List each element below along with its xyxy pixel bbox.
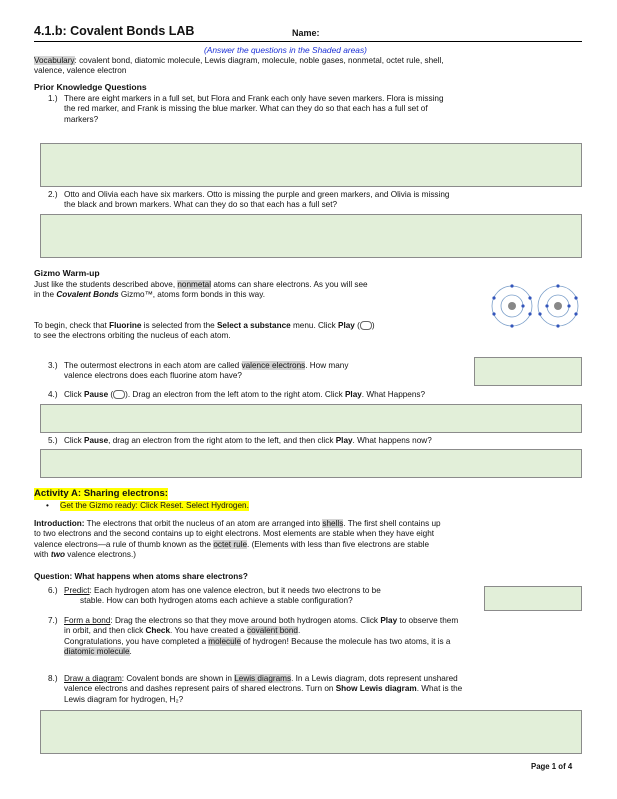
q7-line: to observe them [397, 616, 459, 625]
q1-line: markers? [64, 114, 99, 124]
left-atom [492, 284, 532, 327]
shells-term: shells [322, 519, 344, 528]
q3-line: The outermost electrons in each atom are called [64, 361, 242, 370]
q7-line: Congratulations, you have completed a [64, 636, 209, 646]
play-term: Play [335, 436, 353, 445]
pause-term: Pause [84, 436, 109, 445]
prior-heading: Prior Knowledge Questions [34, 82, 147, 92]
q7-line: . [129, 647, 132, 657]
q5-answer-box[interactable] [40, 449, 582, 478]
q5-line: Click [64, 436, 85, 445]
q4-text [64, 390, 584, 400]
warmup-text: to see the electrons orbiting the nucleus of each atom. [34, 331, 231, 341]
q4-line: ( [108, 390, 114, 399]
warmup-text: menu. Click [290, 321, 339, 330]
vocab-label: Vocabulary [34, 56, 75, 65]
gizmo-name: Covalent Bonds [56, 290, 119, 300]
play-term: Play [338, 321, 355, 330]
q1-answer-box[interactable] [40, 143, 582, 187]
intro-text: . (Elements with less than five electrons are stable [247, 539, 430, 549]
intro-text: valence electrons—a rule of thumb known as the [34, 539, 214, 549]
warmup-text: ( [354, 321, 360, 330]
name-label: Name: [292, 28, 320, 38]
q6-number: 6.) [48, 586, 58, 595]
q2-text [64, 190, 584, 211]
diatomic-molecule-term: diatomic molecule [64, 647, 130, 657]
octet-rule-term: octet rule [213, 539, 248, 549]
q3-line: . How many [305, 361, 349, 370]
q4-answer-box[interactable] [40, 404, 582, 433]
valence-electrons-term: valence electrons [241, 361, 306, 370]
intro-text: valence electrons.) [64, 550, 136, 560]
right-atom [538, 284, 578, 327]
q5-line: . What happens now? [352, 436, 432, 445]
q5-text [64, 436, 584, 446]
show-lewis-term: Show Lewis diagram [335, 684, 417, 694]
draw-diagram-label: Draw a diagram [64, 674, 122, 683]
activity-bullet: Get the Gizmo ready: Click Reset. Select Hydrogen. [60, 501, 249, 510]
warmup-text: in the [34, 290, 57, 300]
covalent-bond-term: covalent bond [246, 626, 298, 636]
form-bond-label: Form a bond [64, 616, 111, 625]
instruction-note: (Answer the questions in the Shaded areas) [204, 45, 367, 55]
warmup-text: atoms can share electrons. As you will see [211, 280, 368, 289]
q7-text [64, 616, 584, 658]
warmup-intro [34, 280, 479, 301]
q2-number: 2.) [48, 190, 58, 199]
vocab-text: : covalent bond, diatomic molecule, Lewis diagram, molecule, noble gases, nonmetal, octet rule, shell, [74, 56, 444, 65]
select-substance-term: Select a substance [216, 321, 291, 330]
q3-text [64, 361, 464, 382]
vocab-text-2: valence, valence electron [34, 66, 127, 76]
intro-label: Introduction: [34, 519, 85, 528]
warmup-text: ) [371, 321, 375, 330]
warmup-text: Gizmo™, atoms form bonds in this way. [118, 290, 265, 300]
q2-line: the black and brown markers. What can they do so that each has a full set? [64, 200, 338, 210]
warmup-text: To begin, check that [34, 321, 110, 330]
q4-line: . What Happens? [361, 390, 426, 399]
q8-line: : Covalent bonds are shown in [121, 674, 235, 683]
q6-line: stable. How can both hydrogen atoms each achieve a stable configuration? [80, 596, 353, 606]
q3-number: 3.) [48, 361, 58, 370]
q5-number: 5.) [48, 436, 58, 445]
q6-answer-box[interactable] [484, 586, 582, 611]
q8-line: Lewis diagram for hydrogen, H₂? [64, 694, 184, 704]
q2-answer-box[interactable] [40, 214, 582, 258]
pause-icon [113, 390, 125, 399]
play-term: Play [344, 390, 362, 399]
intro-text: The electrons that orbit the nucleus of an atom are arranged into [84, 519, 323, 528]
play-term: Play [380, 616, 398, 625]
play-icon [360, 321, 372, 330]
intro-text: to two electrons and the second contains up to eight electrons. Most elements are stable when they have eight [34, 529, 435, 539]
warmup-text: is selected from the [141, 321, 217, 330]
nonmetal-term: nonmetal [177, 280, 212, 289]
q2-line: Otto and Olivia each have six markers. Otto is missing the purple and green markers, and Olivia is missing [64, 190, 450, 199]
q1-number: 1.) [48, 94, 58, 103]
bullet-dot: • [46, 501, 49, 510]
molecule-term: molecule [208, 636, 242, 646]
q5-line: , drag an electron from the right atom to the left, and then click [108, 436, 336, 445]
q6-text [64, 586, 484, 607]
title-rule [34, 41, 582, 42]
q7-number: 7.) [48, 616, 58, 625]
pause-term: Pause [84, 390, 109, 399]
intro-text: with [34, 550, 51, 560]
q7-line: . [297, 626, 301, 636]
q4-number: 4.) [48, 390, 58, 399]
two-term: two [50, 550, 65, 560]
activity-question: Question: What happens when atoms share electrons? [34, 572, 248, 581]
q8-line: . What is the [416, 684, 463, 694]
fluorine-atoms-illustration [490, 278, 582, 334]
q4-line: Click [64, 390, 85, 399]
activity-introduction [34, 519, 586, 561]
lewis-diagrams-term: Lewis diagrams [234, 674, 292, 683]
q3-answer-box[interactable] [474, 357, 582, 386]
check-term: Check [145, 626, 171, 636]
warmup-text: Just like the students described above, [34, 280, 178, 289]
predict-label: Predict [64, 586, 90, 595]
page-number: Page 1 of 4 [531, 762, 573, 771]
q8-line: . In a Lewis diagram, dots represent unshared [291, 674, 458, 683]
q8-line: valence electrons and dashes represent pairs of shared electrons. Turn on [64, 684, 336, 694]
warmup-heading: Gizmo Warm-up [34, 268, 100, 278]
q7-line: in orbit, and then click [64, 626, 146, 636]
q1-text [64, 94, 584, 125]
q7-line: of hydrogen! Because the molecule has two atoms, it is a [241, 636, 451, 646]
page-title: 4.1.b: Covalent Bonds LAB [34, 24, 195, 38]
q1-line: the red marker, and Frank is missing the blue marker. What can they do so that each has a full set of [64, 104, 428, 114]
intro-text: . The first shell contains up [343, 519, 441, 528]
q7-line: . You have created a [170, 626, 247, 636]
q7-line: : Drag the electrons so that they move around both hydrogen atoms. Click [110, 616, 381, 625]
warmup-instructions [34, 321, 484, 342]
fluorine-term: Fluorine [109, 321, 142, 330]
q8-number: 8.) [48, 674, 58, 683]
q6-line: : Each hydrogen atom has one valence electron, but it needs two electrons to be [89, 586, 381, 595]
q8-answer-box[interactable] [40, 710, 582, 754]
q1-line: There are eight markers in a full set, but Flora and Frank each only have seven markers. Flora is missing [64, 94, 444, 103]
q3-line: valence electrons does each fluorine atom have? [64, 371, 242, 381]
q4-line: ). Drag an electron from the left atom to the right atom. Click [125, 390, 345, 399]
q8-text [64, 674, 584, 705]
vocabulary [34, 56, 584, 77]
activity-heading: Activity A: Sharing electrons: [34, 488, 168, 499]
